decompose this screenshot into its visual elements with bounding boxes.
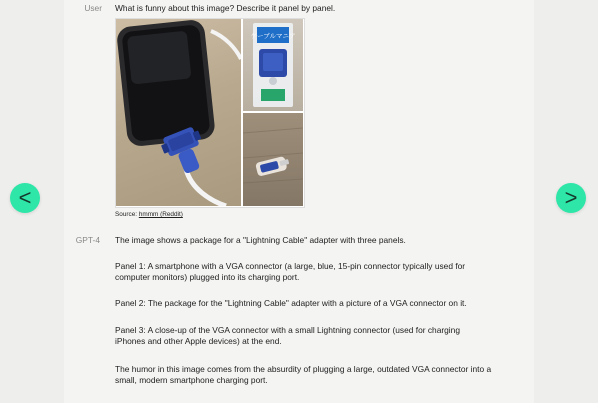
image-panel-2 <box>243 19 303 111</box>
chevron-left-icon: < <box>18 185 32 210</box>
assistant-paragraph-1: The image shows a package for a "Lightning Cable" adapter with three panels. <box>115 235 406 245</box>
assistant-paragraph-4: Panel 3: A close-up of the VGA connector with a small Lightning connector (used for charging iPhones and other Apple devices) at the end. <box>115 325 460 346</box>
assistant-speaker-label: GPT-4 <box>75 235 100 245</box>
phone-with-vga-illustration <box>116 19 241 206</box>
source-link[interactable]: hmmm (Reddit) <box>138 211 183 218</box>
previous-slide-button[interactable] <box>10 183 40 213</box>
assistant-paragraph-2: Panel 1: A smartphone with a VGA connector (a large, blue, 15-pin connector typically used for computer monitors) plugged into its charging port. <box>115 261 466 282</box>
vga-lightning-closeup-illustration <box>243 113 303 206</box>
next-slide-button[interactable] <box>556 183 586 213</box>
user-speaker-label: User <box>84 3 102 13</box>
assistant-paragraph-3: Panel 2: The package for the "Lightning Cable" adapter with a picture of a VGA connector on it. <box>115 298 467 308</box>
image-source-caption <box>115 211 183 218</box>
assistant-paragraph-5: The humor in this image comes from the absurdity of plugging a large, outdated VGA connector into a small, modern smartphone charging port. <box>115 364 492 385</box>
image-panel-3 <box>243 113 303 206</box>
image-panel-1 <box>116 19 241 206</box>
adapter-package-illustration <box>243 19 303 111</box>
source-label: Source: <box>115 211 138 218</box>
chevron-right-icon: > <box>564 185 578 210</box>
meme-image <box>115 18 305 208</box>
user-prompt: What is funny about this image? Describe it panel by panel. <box>115 3 336 13</box>
package-label: ケーブルマニア <box>250 32 296 40</box>
